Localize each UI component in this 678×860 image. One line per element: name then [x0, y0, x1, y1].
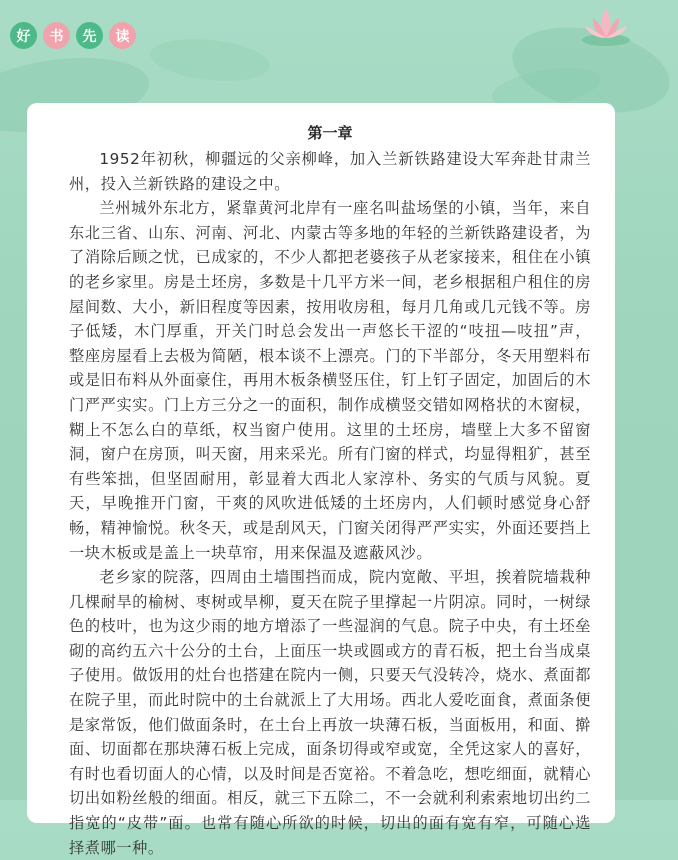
leaf-decoration [148, 34, 272, 86]
article-card [27, 103, 615, 857]
lotus-icon [579, 0, 633, 48]
badge-shu: 书 [43, 22, 70, 49]
badge-hao: 好 [10, 22, 37, 49]
chapter-title: 第一章 [307, 124, 353, 142]
paragraph: 1952年初秋，柳疆远的父亲柳峰，加入兰新铁路建设大军奔赴甘肃兰州，投入兰新铁路的建设之中。 [69, 150, 591, 193]
badge-du: 读 [109, 22, 136, 49]
badge-row [10, 22, 136, 49]
badge-xian: 先 [76, 22, 103, 49]
paragraph: 老乡家的院落，四周由土墙围挡而成，院内宽敞、平坦，挨着院墙栽种几棵耐旱的榆树、枣树或旱柳，夏天在院子里撑起一片阴凉。同时，一树绿色的枝叶，也为这少雨的地方增添了一些湿润的气息。院子中央，有土坯垒砌的高约五六十公分的土台，上面压一块或圆或方的青石板，把土台当成桌子使用。做饭用的灶台也搭建在院内一侧，只要天气没转冷，烧水、煮面都在院子里，而此时院中的土台就派上了大用场。西北人爱吃面食，煮面条便是家常饭，他们做面条时，在土台上再放一块薄石板，当面板用，和面、擀面、切面都在那块薄石板上完成，面条切得或窄或宽，全凭这家人的喜好，有时也看切面人的心情，以及时间是否宽裕。不着急吃，想吃细面，就精心切出如粉丝般的细面。相反，就三下五除二，不一会就利利索索地切出约二指宽的“皮带”面。也常有随心所欲的时候，切出的面有宽有窄，可随心选择煮哪一种。 [69, 568, 591, 857]
paragraph: 兰州城外东北方，紧靠黄河北岸有一座名叫盐场堡的小镇，当年，来自东北三省、山东、河南、河北、内蒙古等多地的年轻的兰新铁路建设者，为了消除后顾之忧，已成家的，不少人都把老婆孩子从老家接来，租住在小镇的老乡家里。房是土坯房，多数是十几平方米一间，老乡根据租户租住的房屋间数、大小，新旧程度等因素，按用收房租，每月几角或几元钱不等。房子低矮，木门厚重，开关门时总会发出一声悠长干涩的“吱扭—吱扭”声，整座房屋看上去极为简陋，根本谈不上漂亮。门的下半部分，冬天用塑料布或是旧布料从外面豪住，再用木板条横竖压住，钉上钉子固定，加固后的木门严严实实。门上方三分之一的面积，制作成横竖交错如网格状的木窗棂，糊上不怎么白的草纸，权当窗户使用。这里的土坯房，墙壁上大多不留窗洞，窗户在房顶，叫天窗，用来采光。所有门窗的样式，均显得粗犷，甚至有些笨拙，但坚固耐用，彰显着大西北人家淳朴、务实的气质与风貌。夏天，早晚推开门窗，干爽的风吹进低矮的土坯房内，人们顿时感觉身心舒畅，精神愉悦。秋冬天，或是刮风天，门窗关闭得严严实实，外面还要挡上一块木板或是盖上一块草帘，用来保温及遮蔽风沙。 [69, 199, 591, 562]
